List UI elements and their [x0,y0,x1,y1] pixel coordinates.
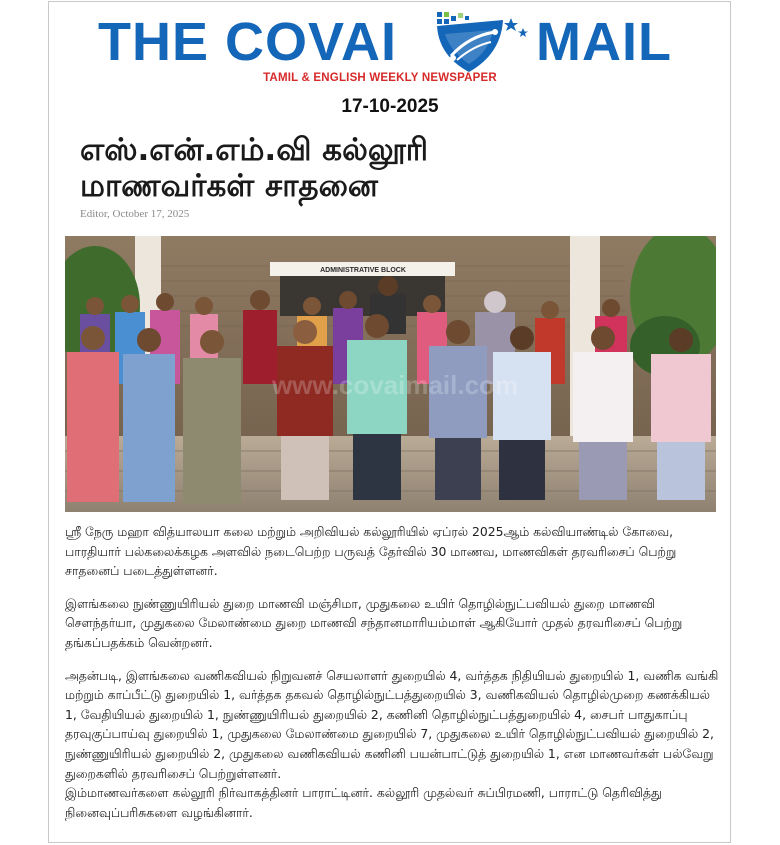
article-title-line-1: எஸ்.என்.எம்.வி கல்லூரி [80,132,429,168]
article-title-line-2: மாணவர்கள் சாதனை [80,168,378,204]
article-title [80,132,700,204]
masthead-tagline: TAMIL & ENGLISH WEEKLY NEWSPAPER [263,72,497,84]
article-paragraph: இளங்கலை நுண்ணுயிரியல் துறை மாணவி மஞ்சிமா, முதுகலை உயிர் தொழில்நுட்பவியல் துறை மாணவி சௌந்தர்யா, முதுகலை மேலாண்மை துறை மாணவி சந்தானமாரியம்மாள் ஆகியோர் முதல் தரவரிசைப் பெற்று தங்கப்பதக்கம் வென்றனர். [65,595,683,650]
issue-date: 17-10-2025 [341,96,439,117]
shield-logo-icon [423,10,535,74]
article-byline: Editor, October 17, 2025 [80,208,190,220]
photo-watermark: www.covaimail.com [271,370,519,400]
article-paragraph: இம்மாணவர்களை கல்லூரி நிர்வாகத்தினர் பாராட்டினர். கல்லூரி முதல்வர் சுப்பிரமணி, பாராட்டு தெரிவித்து நினைவுப்பரிசுகளை வழங்கினார். [65,785,662,820]
masthead-title-left: THE COVAI [98,12,398,72]
photo-sign-text: ADMINISTRATIVE BLOCK [320,267,406,274]
article-paragraph: அதன்படி, இளங்கலை வணிகவியல் நிறுவனச் செயலாளர் துறையில் 4, வர்த்தக நிதியியல் துறையில் 1, வணிக வங்கி மற்றும் காப்பீட்டு துறையில் 1, வர்த்தக தகவல் தொழில்நுட்பத்துறையில் 3, வணிகவியல் தொழில்முறை கணக்கியல் 1, வேதியியல் துறையில் 1, நுண்ணுயிரியல் துறையில் 2, கணினி தொழில்நுட்பத்துறையில் 4, சைபர் பாதுகாப்பு தரவுகுப்பாய்வு துறையில் 1, முதுகலை மேலாண்மை துறையில் 7, முதுகலை உயிர் தொழில்நுட்பவியல் துறையில் 2, நுண்ணுயிரியல் துறையில் 2, முதுகலை வணிகவியல் கணினி பயன்பாட்டுத் துறையில் 1, என மாணவர்கள் பல்வேறு துறைகளில் தரவரிசைப் பெற்றுள்ளனர். [65,667,719,781]
article-paragraph: ஸ்ரீ நேரு மஹா வித்யாலயா கலை மற்றும் அறிவியல் கல்லூரியில் ஏப்ரல் 2025ஆம் கல்வியாண்டில் கோவை, பாரதியார் பல்கலைக்கழக அளவில் நடைபெற்ற பருவத் தேர்வில் 30 மாணவ, மாணவிகள் தரவரிசைப் பெற்று சாதனைப் படைத்துள்ளனர். [65,524,677,579]
masthead [98,8,672,76]
group-photo [65,236,716,512]
article-body [65,522,721,822]
masthead-title-right: MAIL [536,12,672,72]
